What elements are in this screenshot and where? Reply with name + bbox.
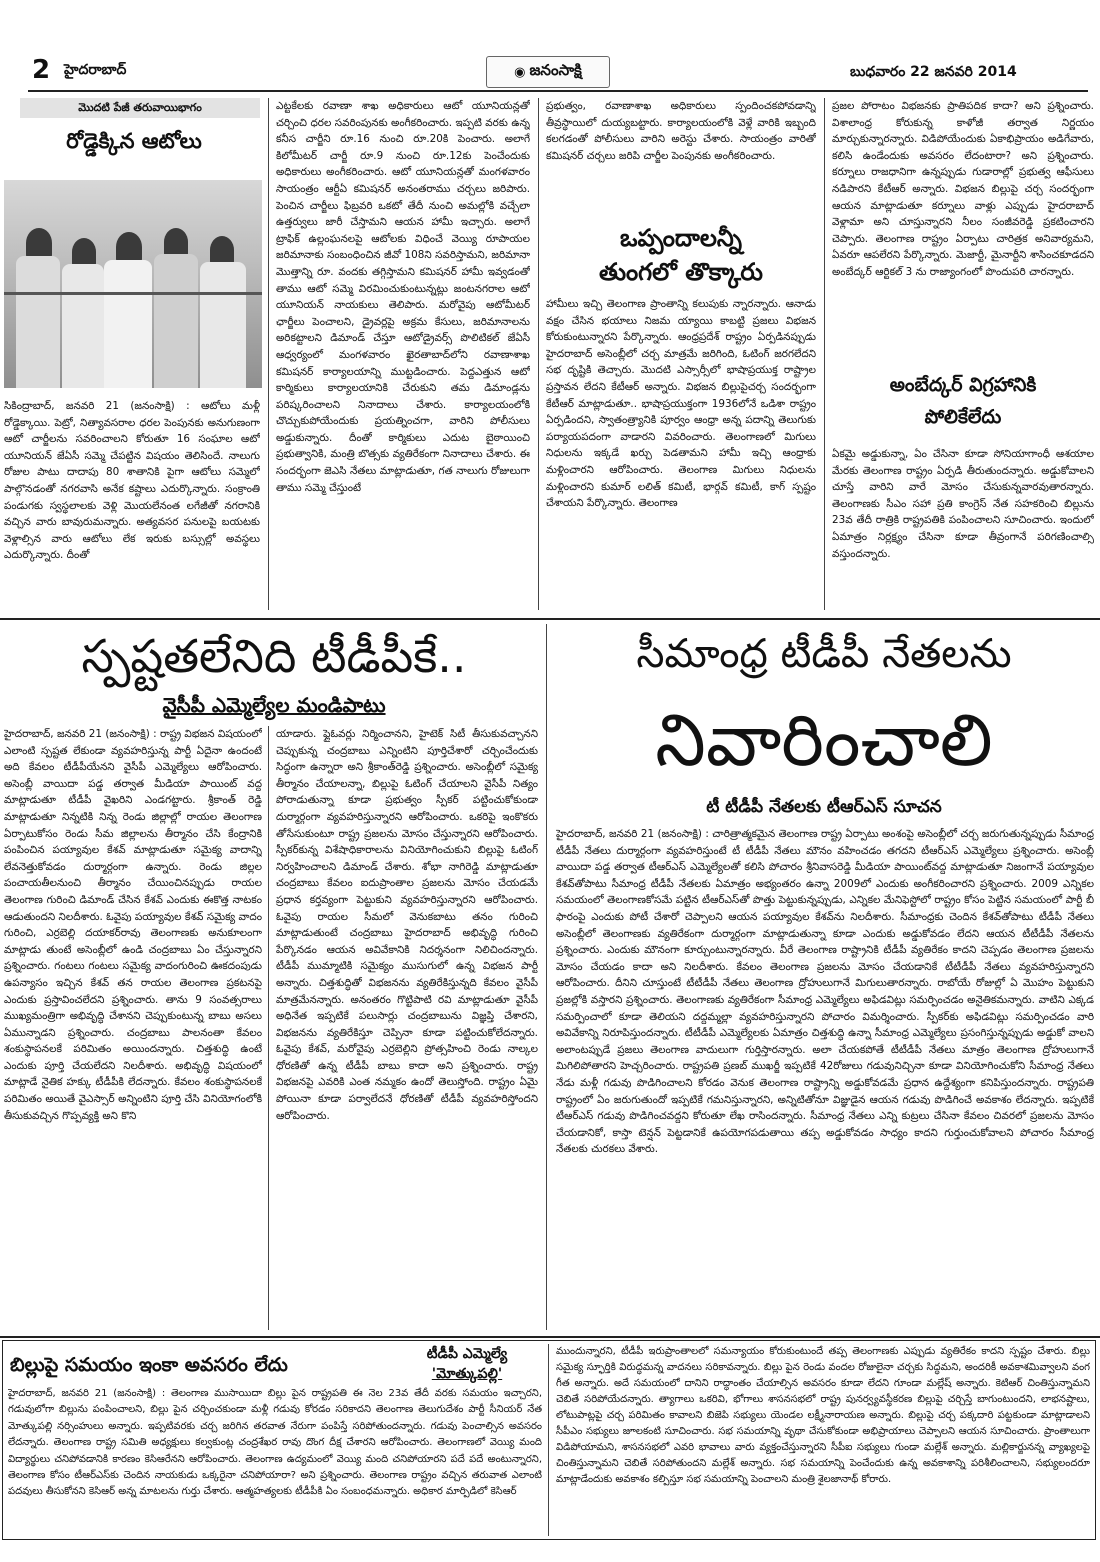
story4-headline: స్పష్టతలేనిది టీడీపీకే.. — [81, 629, 467, 683]
story2-headline-line2: తుంగలో తొక్కారు — [599, 258, 763, 286]
logo-eye-icon: ◉ — [514, 64, 526, 80]
section-label: మొదటి పేజీ తరువాయిభాగం — [20, 98, 260, 118]
protest-photo — [4, 180, 262, 388]
masthead-date: బుధవారం 22 జనవరి 2014 — [850, 64, 1017, 80]
story3-headline-line2: పోలికేలేదు — [924, 406, 1002, 428]
story6-column-left: హైదరాబాద్, జనవరి 21 (జనంసాక్షి) : తెలంగాణ ముసాయిదా బిల్లు పైన రాష్ట్రపతి ఈ నెల 23వ తేదీ వరకు సమయం ఇచ్చారని, గడువులోగా బిల్లును పంపించాలని, బిల్లు పైన చర్చించకుండా మళ్లీ గడువు కోరడం సరికాదని తెలంగాణ తెలుగుదేశం పార్టీ సీనియర్ నేత మోత్కుపల్లి నర్సింహులు అన్నారు. ఇప్పటివరకు చర్చ జరిగిన తరవాత నేరుగా పంపిస్తే సరిపోతుందన్నారు. గడువు పెంచాల్సిన అవసరం లేదన్నారు. తెలంగాణ రాష్ట్ర సమితి అధ్యక్షులు కల్వకుంట్ల చంద్రశేఖర రావు దొంగ దీక్ష చేశారని ఆరోపించారు. తెలంగాణలో వెయ్యి మంది విద్యార్థులు చనిపోవడానికి కారణం కెసిఆరేనని ఆరోపించారు. తెలంగాణ ఉద్యమంలో వెయ్యి మంది చనిపోయారని పదే పదే అంటున్నారని, తెలంగాణ కోసం టీఆర్ఎస్‌కు చెందిన నాయకుడు ఒక్కరైనా చనిపోయారా? అని ప్రశ్నించారు. తెలంగాణ రాష్ట్రం వచ్చిన తరువాత ఎలాంటి పదవులు తీసుకోనని కెసిఆర్ అన్న మాటలను గుర్తు చేశారు. ఆత్మహత్యలకు టీడీపీకి ఏం సంబంధమన్నారు. అధికార మార్పిడిలో కెసిఆర్ — [8, 1388, 542, 1498]
column-divider — [538, 98, 539, 610]
story5-headline-line1: సీమాంధ్ర టీడీపీ నేతలను — [636, 631, 1012, 677]
column-divider — [268, 98, 269, 610]
newspaper-logo — [486, 56, 610, 88]
story6-side-headline-line1: టీడీపీ ఎమ్మెల్యే — [426, 1346, 508, 1362]
story4-column-1: హైదరాబాద్, జనవరి 21 (జనంసాక్షి) : రాష్ట్ర విభజన విషయంలో ఎలాంటి స్పష్టత లేకుండా వ్యవహరిస్తున్న పార్టీ ఏదైనా ఉందంటే అది కేవలం టీడీపీయేనని వైసీపీ ఎమ్మెల్యేలు ఆరోపించారు. అసెంబ్లీ వాయిదా పడ్డ తర్వాత మీడియా పాయింట్ వద్ద మాట్లాడుతూ టీడీపీ వైఖరిని ఎండగట్టారు. శ్రీకాంత్ రెడ్డి మాట్లాడుతూ నిన్నటికి నిన్న రెండు జిల్లాల్లో రాయల తెలంగాణ ఏర్పాటుకోసం రెండు సీమ జిల్లాలను తీర్మానం చేసి కేంద్రానికి పంపించిన పయ్యావుల కేశవ్ మాట్లాడుతూ సమైక్య వాదాన్ని లేవనెత్తుకోవడం దుర్మార్గంగా ఉన్నారు. రెండు జిల్లల పంచాయతీలనుంచి తీర్మానం చేయించినప్పుడు రాయల తెలంగాణ గురించి డిమాండ్ చేసిన కేశవ్ ఎందుకు ఈకొత్త నాటకం ఆడుతుందని నిలదీశారు. ఓవైపు పయ్యావుల కేశవ్ సమైక్య వాదం గురించి, ఎర్రబెల్లి దయాకర్‌రావు తెలంగాణకు అనుకూలంగా మాట్లాడు తుంటే అసెంబ్లీలో ఉండి చంద్రబాబు ఏం చేస్తున్నారని ప్రశ్నించారు. గంటలు గంటలు సమైక్య వాదంగురించి ఊకదంపుడు ఉపన్యాసం ఇచ్చిన కేశవ్ తన రాయల తెలంగాణ ప్రకటనపై ఎందుకు ప్రస్తావించలేదని ప్రశ్నించారు. తాను 9 సంవత్సరాలు ముఖ్యమంత్రిగా అభివృద్ధి చేశానని చెప్పుకుంటున్న బాబు అసలు ఏమున్నాడని ప్రశ్నించారు. చంద్రబాబు పాలనంతా కేవలం శంకుస్థాపనలకే పరిమితం అయిందన్నారు. చిత్తశుద్ధి ఉంటే ఎందుకు పూర్తి చేయలేదని నిలదీశారు. అభివృద్ధి విషయంలో మాట్లాడే నైతిక హక్కు టీడీపీకి లేదన్నారు. కేవలం శంకుస్థాపనలకే పరిమితం అయితే వైఎస్సార్ అన్నింటిని పూర్తి చేసి వినియోగంలోకి తీసుకువచ్చిన గొప్పవ్యక్తి అని కొని — [4, 728, 262, 1122]
masthead-rule — [28, 90, 1088, 92]
story4-subheadline: వైసీపీ ఎమ్మెల్యేల మండిపాటు — [162, 693, 386, 717]
masthead-city: హైదరాబాద్ — [64, 62, 127, 78]
section-rule — [0, 1336, 1100, 1338]
story3-headline-line1: అంబేద్కర్ విగ్రహానికి — [889, 374, 1037, 396]
story6-column-right: ముందున్నారని, టీడీపీ ఇరుప్రాంతాలలో సమన్యాయం కోరుకుంటుందే తప్ప తెలంగాణకు ఎప్పుడు వ్యతిరేకం కాదని స్పష్టం చేశారు. బిల్లు సమైక్య స్ఫూర్తికి విరుద్ధమన్న వాదనలు సరికావన్నారు. బిల్లు పైన రెండు వందల రోజులైనా చర్చకు సిద్ధమని, అందరికీ అవకాశమివ్వాలని వంగ గీత అన్నారు. అదే సమయంలో దానిని రాద్ధాంతం చేయాల్సిన అవసరం కూడా లేదని గూండా మల్లేష్ అన్నారు. కెటిఆర్ చింతిస్తున్నామని చెబితే సరిపోయేదన్నారు. త్యాగాలు ఒకరివి, భోగాలు శాసనసభలో రాష్ట్ర పునర్వ్యవస్థీకరణ బిల్లుపై చర్చిస్తే బాగుంటుందని, లాభనష్టాలు, లోటుపాట్లపై చర్చ పరిమితం కావాలని బిజెపి సభ్యులు యెండల లక్ష్మీనారాయణ అన్నారు. బిల్లుపై చర్చ పక్కదారి పట్టకుండా మాట్లాడాలని సీపీఎం సభ్యులు జూలకంటి సూచించారు. సభ సమయాన్ని వృథా చేసుకోకుండా అభిప్రాయాలు చెప్పాలని ఆయన సూచించారు. ప్రాంతాలుగా విడిపోయామని, శాసనసభలో ఎవరి భావాలు వారు వ్యక్తంచేస్తున్నారని సీపీఐ సభ్యులు గుండా మల్లేశ్ అన్నారు. మల్లికార్జునన్న వ్యాఖ్యలపై చింతిస్తున్నామని చెబితే సరిపోతుందని మల్లేశ్ అన్నారు. సభ సమయాన్ని పెంచేందుకు ఉన్న అవకాశాన్ని పరిశీలించాలని, సభ్యులందరూ మాట్లాడేందుకు అవకాశం కల్పిస్తూ సభ సమయాన్ని పెంచాలని మంత్రి శైలజానాథ్ కోరారు. — [556, 1346, 1090, 1485]
column-divider — [824, 98, 825, 610]
page-number: 2 — [32, 55, 51, 85]
column-divider — [546, 624, 547, 1330]
story4-column-2: యాడారు. ఫ్లైఓవర్లు నిర్మించానని, హైటెక్ సిటీ తీసుకువచ్చానని చెప్పుకున్న చంద్రబాబు ఎన్నింటిని పూర్తిచేశారో చర్చించేందుకు సిద్ధంగా ఉన్నారా అని శ్రీకాంత్‌రెడ్డి ప్రశ్నించారు. అసెంబ్లీలో సమైక్య తీర్మానం చేయాలన్నా, బిల్లుపై ఓటింగ్ చేయాలని వైసీపీ నిత్యం పోరాడుతున్నా కూడా ప్రభుత్వం స్పీకర్ పట్టించుకోకుండా దుర్మార్గంగా వ్యవహరిస్తున్నారని ఆరోపించారు. ఒకరిపై ఇంకొకరు తోసేసుకుంటూ రాష్ట్ర ప్రజలను మోసం చేస్తున్నారని ఆరోపించారు. స్పీకర్‌కున్న విశేషాధికారాలను వినియోగించుకుని బిల్లుపై ఓటింగ్ నిర్వహించాలని డిమాండ్ చేశారు. శోభా నాగిరెడ్డి మాట్లాడుతూ చంద్రబాబు కేవలం ఐదుప్రాంతాల ప్రజలను మోసం చేయడమే ప్రధాన కర్తవ్యంగా పెట్టుకుని వ్యవహరిస్తున్నారని ఆరోపించారు. ఓవైపు రాయల సీమలో వెనుకబాటు తనం గురించి మాట్లాడుతుంటే చంద్రబాబు హైదరాబాద్ అభివృద్ధి గురించి పేర్కొనడం ఆయన అవివేకానికి నిదర్శనంగా నిలిచిందన్నారు. టీడీపీ ముమ్మాటికి సమైక్యం ముసుగులో ఉన్న విభజన పార్టీ అన్నారు. చిత్తశుద్ధితో విభజనను వ్యతిరేకిస్తున్నది కేవలం వైసీపీ మాత్రమేనన్నారు. అనంతరం గొట్టిపాటి రవి మాట్లాడుతూ వైసీపీ అధినేత ఇప్పటికే పలుసార్లు చంద్రబాబును విజ్ఞప్తి చేశారని, విభజనను వ్యతిరేకిస్తూ చెప్పినా కూడా పట్టించుకోలేదన్నారు. ఓవైపు కేశవ్, మరోవైపు ఎర్రబెల్లిని ప్రోత్సహించి రెండు నాల్కల ధోరణితో ఉన్న టీడీపీ బాబు కాదా అని ప్రశ్నించారు. రాష్ట్ర విభజనపై ఎవరికి ఎంత నమ్మకం ఉందో తెలుస్తోంది. రాష్ట్రం ఏమై పోయినా కూడా పర్వాలేదనే ధోరణితో టీడీపీ వ్యవహరిస్తోందని ఆరోపించారు. — [276, 728, 538, 1122]
story5-body: హైదరాబాద్, జనవరి 21 (జనంసాక్షి) : చారిత్రాత్మకమైన తెలంగాణ రాష్ట్ర ఏర్పాటు అంశంపై అసెంబ్లీలో చర్చ జరుగుతున్నప్పుడు సీమాంధ్ర టీడీపీ నేతలు దుర్మార్గంగా వ్యవహరిస్తుంటే టీ టీడీపీ నేతలు మౌనం వహించడం తగదని టీఆర్ఎస్ ఎమ్మెల్యేలు ప్రశ్నించారు. అసెంబ్లీ వాయిదా పడ్డ తర్వాత టీఆర్ఎస్ ఎమ్మెల్యేలతో కలిసి పోచారం శ్రీనివాసరెడ్డి మీడియా పాయింట్‌వద్ద మాట్లాడుతూ నిజంగానే పయ్యావుల కేశవ్‌తోపాటు సీమాంధ్ర టీడీపీ నేతలకు ఏమాత్రం అభ్యంతరం ఉన్నా 2009లో ఎందుకు అంగీకరించారని ప్రశ్నించారు. 2009 ఎన్నికల సమయంలో తెలంగాణకోసమే పట్టిన టీఆర్ఎస్‌తో పొత్తు పెట్టుకున్నప్పుడు, ఎన్నికల మేనిఫెస్టోలో రాష్ట్రం కోసం పెట్టిన సమయంలో పార్టీ బీ ఫారంపై ఎందుకు పోటీ చేశారో చెప్పాలని ఆయన పయ్యావుల కేశవ్‌ను నిలదీశారు. సీమాంధ్రకు చెందిన కేశవ్‌తోపాటు టీడీపీ నేతలు అసెంబ్లీలో తెలంగాణకు వ్యతిరేకంగా దుర్మార్గంగా మాట్లాడుతున్నా కూడా ఎందుకు అడ్డుకోవడం లేదని ఆయన టీటీడీపీ నేతలను ప్రశ్నించారు. ఎందుకు మౌనంగా కూర్చుంటున్నారన్నారు. వీరే తెలంగాణ రాష్ట్రానికి టీడీపీ వ్యతిరేకం కాదని చెప్పడం తెలంగాణ ప్రజలను మోసం చేయడం కాదా అని నిలదీశారు. కేవలం తెలంగాణ ప్రజలను మోసం చేయడానికే టీటీడీపీ నేతలు వ్యవహరిస్తున్నారని ఆరోపించారు. దీనిని చూస్తుంటే టీటీడీపీ నేతలు తెలంగాణ ద్రోహులుగానే మిగులుతారన్నారు. రాబోయే రోజుల్లో ఏ మొహం పెట్టుకుని ప్రజల్లోకి వస్తారని ప్రశ్నించారు. తెలంగాణకు వ్యతిరేకంగా సీమాంధ్ర ఎమ్మెల్యేలు అఫిడవిట్లు సమర్పించడం అనైతికమన్నారు. వాటిని ఎక్కడ సమర్పించాలో కూడా తెలియని దద్దమ్మల్లా వ్యవహరిస్తున్నారని పోచారం విమర్శించారు. స్పీకర్‌కు అఫిడవిట్లు సమర్పించడం వారి అవివేకాన్ని నిరూపిస్తుందన్నారు. టీటీడీపీ ఎమ్మెల్యేలకు ఏమాత్రం చిత్తశుద్ధి ఉన్నా సీమాంధ్ర ఎమ్మెల్యేలు ప్రసంగిస్తున్నప్పుడు అడ్డుకో వాలని అలాంటప్పుడే ప్రజలు తెలంగాణ వాదులుగా గుర్తిస్తారన్నారు. అలా చేయకపోతే టీటీడీపీ నేతలు మాత్రం తెలంగాణ ద్రోహులుగానే మిగిలిపోతారని హెచ్చరించారు. రాష్ట్రపతి ప్రణబ్ ముఖర్జీ ఇప్పటికే 42రోజులు గడువునిచ్చినా కూడా వినియోగించుకోని సీమాంధ్ర నేతలు నేడు మళ్లీ గడువు పొడిగించాలని కోరడం వెనుక తెలంగాణ రాష్ట్రాన్ని అడ్డుకోవడమే ప్రధాన ఉద్దేశ్యంగా కనిపిస్తుందన్నారు. రాష్ట్రపతి రాష్ట్రంలో ఏం జరుగుతుందో ఇప్పటికే గమనిస్తున్నారని, అన్నిటితోనూ విజ్ఞుడైన ఆయన గడువు పొడిగించే అవకాశం లేదన్నారు. ఇప్పటికే టీఆర్ఎస్ గడువు పొడిగించవద్దని కోరుతూ లేఖ రాసిందన్నారు. సీమాంధ్ర నేతలు ఎన్ని కుట్రలు చేసినా కేవలం చివరలో ప్రజలను మోసం చేయడానికో, కాస్తా టెన్షన్ పెట్టడానికే ఉపయోగపడుతాయి తప్ప అడ్డుకోవడం సాధ్యం కాదని గుర్తుంచుకోవాలని పోచారం సీమాంధ్ర నేతలకు చురకలు వేశారు. — [556, 828, 1094, 1156]
story2-column-3: హామీలు ఇచ్చి తెలంగాణ ప్రాంతాన్ని కలుపుకు న్నారన్నారు. ఆనాడు వక్షం చేసిన భయాలు నిజమ య్యాయి కాబట్టి ప్రజలు విభజన కోరుకుంటున్నారని పేర్కొన్నారు. ఆంధ్రప్రదేశ్ రాష్ట్రం ఏర్పడినప్పుడు హైదరాబాద్ అసెంబ్లీలో చర్చ మాత్రమే జరిగింది, ఓటింగ్ జరగలేదని సభ దృష్టికి తెచ్చారు. మొదటి ఎస్సార్సీలో భాషాప్రయుక్త రాష్ట్రాల ప్రస్తావన లేదని కేటీఆర్ అన్నారు. విభజన బిల్లుపైచర్చ సందర్భంగా కేటీఆర్ మాట్లాడుతూ.. భాషాప్రయుక్తంగా 1936లోనే ఒడిశా రాష్ట్రం ఏర్పడిందని, స్వాతంత్ర్యానికి పూర్వం ఆంధ్రా అన్న పదాన్ని తెలుగుకు పర్యాయపదంగా వాడారని వివరించారు. తెలంగాణలో మిగులు నిధులను ఇక్కడే ఖర్చు పెడతామని హామీ ఇచ్చి ఆంధ్రాకు మళ్లించారని ఆరోపించారు. తెలంగాణ మిగులు నిధులను మళ్లించారని కుమార్ లలిత్ కమిటీ, భార్గవ్ కమిటీ, కాగ్ స్పష్టం చేశాయని పేర్కొన్నారు. తెలంగాణ — [546, 298, 816, 510]
story5-headline-line2: నివారించాలి — [655, 698, 993, 782]
story1-column-2: ఎట్టకేలకు రవాణా శాఖ అధికారులు ఆటో యూనియన్లతో చర్చించి ధరల సవరింపునకు అంగీకరించారు. ఇప్పటి వరకు ఉన్న కనీస చార్జీని రూ.16 నుంచి రూ.20కి పెంచారు. అలాగే కిలోమీటర్ చార్జీ రూ.9 నుంచి రూ.12కు పెంచేందుకు అధికారులు అంగీకరించారు. ఆటో యూనియన్లతో మంగళవారం సాయంత్రం ఆర్టీఏ కమిషనర్ అనంతరాము చర్చలు జరిపారు. పెంచిన చార్జీలు ఫిబ్రవరి ఒకటో తేదీ నుంచి అమల్లోకి వచ్చేలా ఉత్తర్వులు జారీ చేస్తామని ఆయన హామీ ఇచ్చారు. అలాగే ట్రాఫిక్ ఉల్లంఘనలపై ఆటోలకు విధించే వెయ్యి రూపాయల జరిమానాకు సంబంధించిన జీవో 108ని సవరిస్తామని, జరిమానా మొత్తాన్ని రూ. వందకు తగ్గిస్తామని కమిషనర్ హామీ ఇవ్వడంతో తాము ఆటో సమ్మె విరమించుకుంటున్నట్లు జంటనగరాల ఆటో యూనియన్ నాయకులు తెలిపారు. మరోవైపు ఆటోమీటర్ ఛార్జీలు పెంచాలని, డ్రైవర్లపై అక్రమ కేసులు, జరిమానాలను అరికట్టాలని డిమాండ్ చేస్తూ ఆటోడ్రైవర్స్ పొలిటికల్ జేఏసీ ఆధ్వర్యంలో మంగళవారం ఖైరతాబాద్‌లోని రవాణాశాఖ కమిషనర్ కార్యాలయాన్ని ముట్టడించారు. పెద్దఎత్తున ఆటో కార్మికులు కార్యాలయానికి చేరుకుని తమ డిమాండ్లను పరిష్కరించాలని నినాదాలు చేశారు. కార్యాలయంలోకి చొచ్చుకుపోయేందుకు ప్రయత్నించగా, వారిని పోలీసులు అడ్డుకున్నారు. దీంతో కార్మికులు ఎదుట బైఠాయించి ప్రభుత్వానికి, మంత్రి బొత్సకు వ్యతిరేకంగా నినాదాలు చేశారు. ఈ సందర్భంగా జెఎసి నేతలు మాట్లాడుతూ, గత నాలుగు రోజులుగా తాము సమ్మె చేస్తుంటే — [276, 100, 530, 494]
story6-headline: బిల్లుపై సమయం ఇంకా అవసరం లేదు — [10, 1354, 288, 1376]
story1-headline: రోడ్డెక్కిన ఆటోలు — [66, 129, 202, 153]
story5-subheadline: టీ టీడీపీ నేతలకు టీఆర్ఎస్ సూచన — [706, 797, 942, 817]
story2-column-4: ప్రజల పోరాటం విభజనకు ప్రాతిపదిక కాదా? అని ప్రశ్నించారు. విశాలాంధ్ర కోరుకున్న కాళోజీ తర్వాత నిర్ణయం మార్చుకున్నారన్నారు. విడిపోయేందుకు ఏకాభిప్రాయం అడిగేవారు, కలిసి ఉండేందుకు అవసరం లేదంటారా? అని ప్రశ్నించారు. కర్నూలు రాజధానిగా ఉన్నప్పుడు గుడారాల్లో ప్రభుత్వ ఆఫీసులు నడిపారని కేటీఆర్ అన్నారు. విభజన బిల్లుపై చర్చ సందర్భంగా ఆయన మాట్లాడుతూ కర్నూలు వాళ్లు ఎప్పుడు హైదరాబాద్ వెళ్లామా అని చూస్తున్నారని నీలం సంజీవరెడ్డి ప్రకటించారని చెప్పారు. తెలంగాణ రాష్ట్రం ఏర్పాటు చారిత్రక అనివార్యమని, ఏవరూ ఆపలేరని పేర్కొన్నారు. మెజార్టీ, మైనార్టీని శాసించకూడదని అంబేద్కర్ ఆర్టికల్ 3 ను రాజ్యాంగంలో పొందుపరి చారన్నారు. — [832, 100, 1094, 278]
story6-side-headline-line2: 'మోత్కుపల్లి' — [431, 1366, 503, 1382]
story2-headline-line1: ఒప్పందాలన్నీ — [620, 224, 742, 252]
story1-column-3: ప్రభుత్వం, రవాణాశాఖ అధికారులు స్పందించకపోవడాన్ని తీవ్రస్థాయిలో దుయ్యబట్టారు. కార్యాలయంలోకి వెళ్లే వారికి ఇబ్బంది కలగడంతో పోలీసులు వారిని అరెస్టు చేశారు. సాయంత్రం వారితో కమిషనర్ చర్చలు జరిపి చార్జీల పెంపునకు అంగీకరించారు. — [546, 100, 816, 162]
column-divider — [548, 1344, 549, 1536]
story1-column-1: సికింద్రాబాద్, జనవరి 21 (జనంసాక్షి) : ఆటోలు మళ్లీ రోడ్డెక్కాయి. పెట్రో, నిత్యావసరాల ధరల పెంపునకు అనుగుణంగా ఆటో చార్జీలను సవరించాలని కోరుతూ 16 సంఘాల ఆటో యూనియన్ జేఏసీ సమ్మె చేపట్టిన విషయం తెలిసిందే. నాలుగు రోజుల పాటు దాదాపు 80 శాతానికి పైగా ఆటోలు సమ్మెలో పాల్గొనడంతో నగరవాసి అనేక కష్టాలు ఎదుర్కొన్నారు. సంక్రాంతి పండుగకు స్వస్థలాలకు వెళ్లి మొయలేనంత లగేజీతో నగరానికి వచ్చిన వారు బావురుమన్నారు. అత్యవసర పనులపై బయటకు వెళ్లాల్సిన వారు ఆటోలు లేక ఇరుకు బస్సుల్లో అవస్థలు ఎదుర్కొన్నారు. దీంతో — [4, 400, 260, 562]
logo-text: జనంసాక్షి — [529, 61, 582, 79]
section-rule — [0, 618, 1100, 620]
story3-column-4: ఏకమై అడ్డుకున్నా, ఏం చేసినా కూడా సోనియాగాంధీ ఆశయాల మేరకు తెలంగాణ రాష్ట్రం ఏర్పడి తీరుతుందన్నారు. అడ్డుకోవాలని చూస్తే వారిని వారే మోసం చేసుకున్నవారవుతారన్నారు. తెలంగాణకు సీఎం సహా ప్రతి కాంగ్రెస్ నేత సహకరించి బిల్లును 23వ తేదీ రాత్రికి రాష్ట్రపతికి పంపించాలని సూచించారు. ఇందులో ఏమాత్రం నిర్లక్ష్యం చేసినా కూడా తీవ్రంగానే పరిగణించాల్సి వస్తుందన్నారు. — [832, 448, 1094, 560]
column-divider — [268, 726, 269, 1330]
